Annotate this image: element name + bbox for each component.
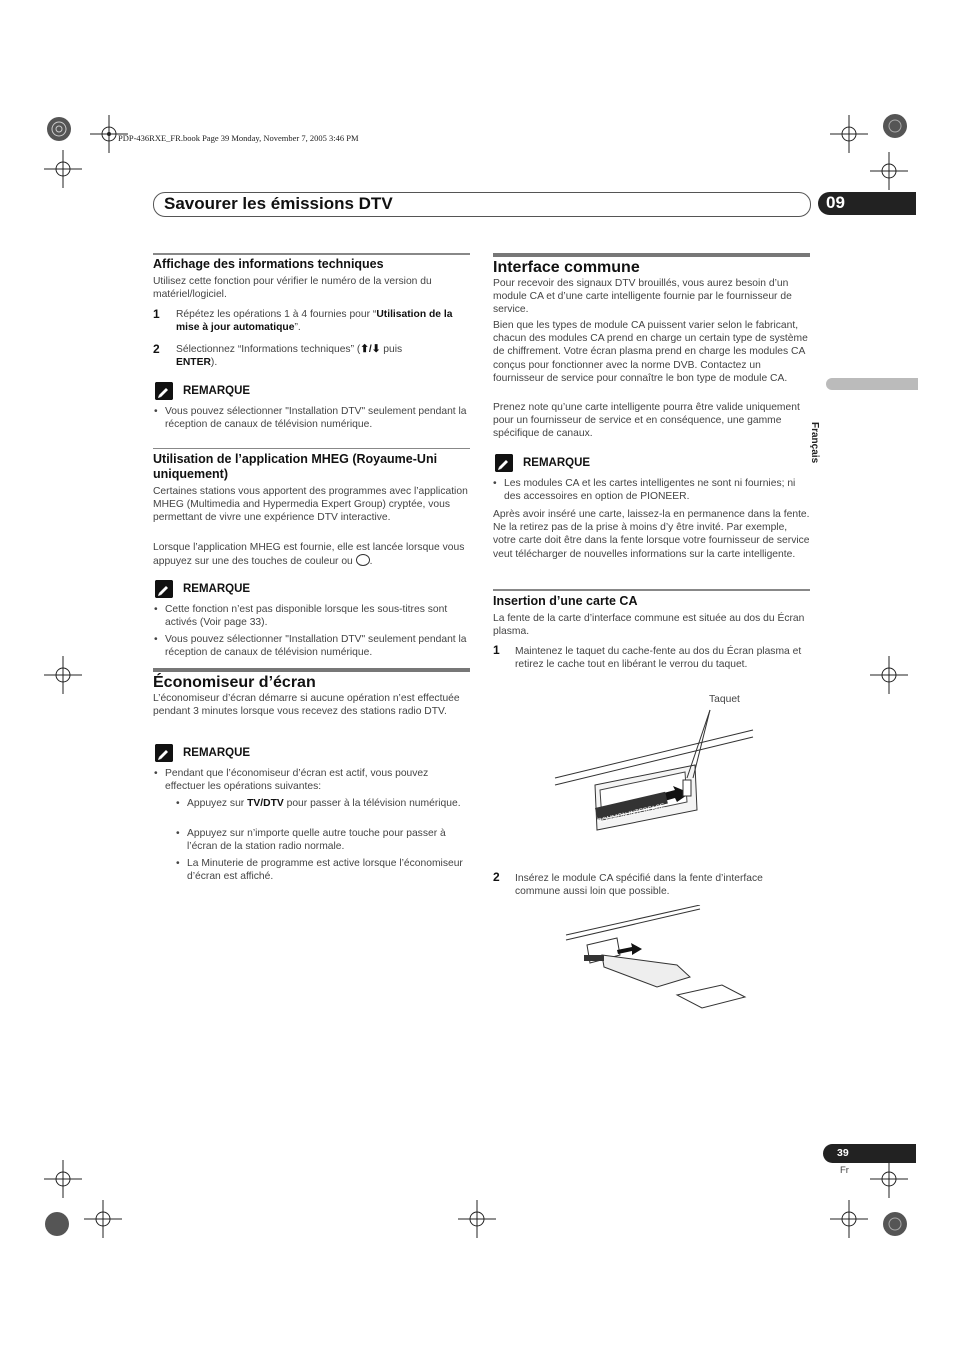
page-title: Savourer les émissions DTV [164, 194, 393, 213]
section-rule [153, 448, 470, 449]
paragraph: Pour recevoir des signaux DTV brouillés, vous aurez besoin d’un module CA et d’une carte intelligente fournie par le fournisseur de service. [493, 278, 792, 316]
step-text: Maintenez le taquet du cache-fente au dos du Écran plasma et retirez le cache tout en libérant le verrou du taquet. [515, 646, 802, 671]
step-text: Insérez le module CA spécifié dans la fente d’interface commune aussi loin que possible. [515, 873, 763, 898]
paragraph: Après avoir inséré une carte, laissez-la en permanence dans la fente. Ne la retirez pas de la prise à moins d’y être invité. Par exemple, votre carte doit être dans la fente lorsque votre fournisseur de service veut télécharger de nouvelles informations sur la carte intelligente. [493, 509, 810, 560]
note-bullet: • Pendant que l’économiseur d’écran est actif, vous pouvez effectuer les opérations suivantes: [165, 767, 470, 793]
section-heading: Insertion d’une carte CA [493, 594, 638, 608]
note-label: REMARQUE [183, 583, 251, 595]
crosshair-mark-icon [870, 152, 908, 190]
step-number: 1 [493, 643, 500, 657]
crosshair-mark-icon [830, 1200, 868, 1238]
crosshair-mark-icon [44, 150, 82, 188]
note-icon [155, 382, 173, 400]
step-text: Répétez les opérations 1 à 4 fournies pour “Utilisation de la mise à jour automatique”. [176, 309, 453, 334]
note-bullet: • Vous pouvez sélectionner "Installation DTV" seulement pendant la réception de canaux de télévision numérique. [165, 405, 470, 431]
crosshair-mark-icon [458, 1200, 496, 1238]
note-sub-bullet: • La Minuterie de programme est active lorsque l’économiseur d’écran est affiché. [187, 857, 470, 883]
crosshair-mark-icon [44, 1160, 82, 1198]
paragraph: Prenez note qu’une carte intelligente pourra être valide uniquement pour un fournisseur de service et en conséquence, une gamme spécifique de canaux. [493, 402, 800, 440]
slot-label-text: COMMON INTERFACE [596, 802, 666, 825]
crosshair-mark-icon [870, 1160, 908, 1198]
note-label: REMARQUE [523, 457, 591, 469]
section-heading: Utilisation de l’application MHEG (Royaume-Uni uniquement) [153, 452, 438, 481]
note-sub-bullet: • Appuyez sur n’importe quelle autre touche pour passer à l’écran de la station radio normale. [187, 827, 470, 853]
crosshair-mark-icon [870, 656, 908, 694]
language-label: Français [809, 422, 820, 464]
chapter-badge [818, 192, 916, 215]
crosshair-mark-icon [44, 656, 82, 694]
note-icon [155, 580, 173, 598]
note-icon [495, 454, 513, 472]
text-key-icon [356, 554, 370, 566]
section-rule [153, 253, 470, 255]
arrow-keys-icon: ⬆/⬇ [360, 344, 381, 355]
crosshair-mark-icon [830, 115, 868, 153]
page-number: 39 [837, 1147, 849, 1159]
chapter-number: 09 [826, 193, 845, 212]
section-heading: Économiseur d’écran [153, 674, 316, 691]
section-heading: Interface commune [493, 259, 640, 276]
paragraph: Utilisez cette fonction pour vérifier le numéro de la version du matériel/logiciel. [153, 276, 432, 301]
step-number: 2 [153, 342, 160, 356]
crosshair-mark-icon [84, 1200, 122, 1238]
section-rule [493, 589, 810, 591]
step-number: 2 [493, 870, 500, 884]
note-label: REMARQUE [183, 385, 251, 397]
note-label: REMARQUE [183, 747, 251, 759]
page-number-tab [823, 1144, 916, 1163]
file-info: PDP-436RXE_FR.book Page 39 Monday, November 7, 2005 3:46 PM [118, 133, 359, 143]
figure-callout: Taquet [709, 694, 740, 705]
step-number: 1 [153, 307, 160, 321]
page-title-bar [153, 192, 811, 217]
note-bullet: • Vous pouvez sélectionner "Installation DTV" seulement pendant la réception de canaux de télévision numérique. [165, 633, 470, 659]
slot-cover-illustration [545, 690, 760, 840]
paragraph: Certaines stations vous apportent des programmes avec l’application MHEG (Multimedia and Hypermedia Expert Group) cryptée, vous permettant de vivre une expérience DTV interactive. [153, 486, 468, 524]
note-bullet: • Cette fonction n’est pas disponible lorsque les sous-titres sont activés (Voir page 33). [165, 603, 470, 629]
paragraph: L’économiseur d’écran démarre si aucune opération n’est effectuée pendant 3 minutes lorsque vous recevez des stations radio DTV. [153, 693, 460, 718]
registration-mark-icon [876, 107, 914, 145]
registration-mark-icon [876, 1205, 914, 1243]
section-rule [153, 668, 470, 672]
paragraph: La fente de la carte d’interface commune est située au dos du Écran plasma. [493, 613, 805, 638]
ca-module-insertion-illustration [562, 905, 752, 1020]
step-text: Sélectionnez “Informations techniques” (⬆/⬇ puis ENTER). [176, 344, 403, 369]
note-sub-bullet: • Appuyez sur TV/DTV pour passer à la télévision numérique. [187, 797, 470, 810]
section-heading: Affichage des informations techniques [153, 257, 384, 271]
paragraph: Bien que les types de module CA puissent varier selon le fabricant, chacun des modules CA prend en charge un certain type de système de chiffrement. Votre écran plasma prend en charge les modules CA conçus pour fonctionner avec la norme DVB. Contactez un fournisseur de service pour connaître le bon type de module CA. [493, 320, 808, 384]
note-icon [155, 744, 173, 762]
note-bullet: • Les modules CA et les cartes intelligentes ne sont ni fournies; ni des accessoires en option de PIONEER. [504, 477, 810, 503]
paragraph: Lorsque l’application MHEG est fournie, elle est lancée lorsque vous appuyez sur une des touches de couleur ou . [153, 542, 465, 568]
registration-mark-icon [38, 1205, 76, 1243]
language-tab [826, 378, 918, 390]
section-rule [493, 253, 810, 257]
page-language: Fr [840, 1165, 849, 1176]
registration-mark-icon [40, 110, 78, 148]
